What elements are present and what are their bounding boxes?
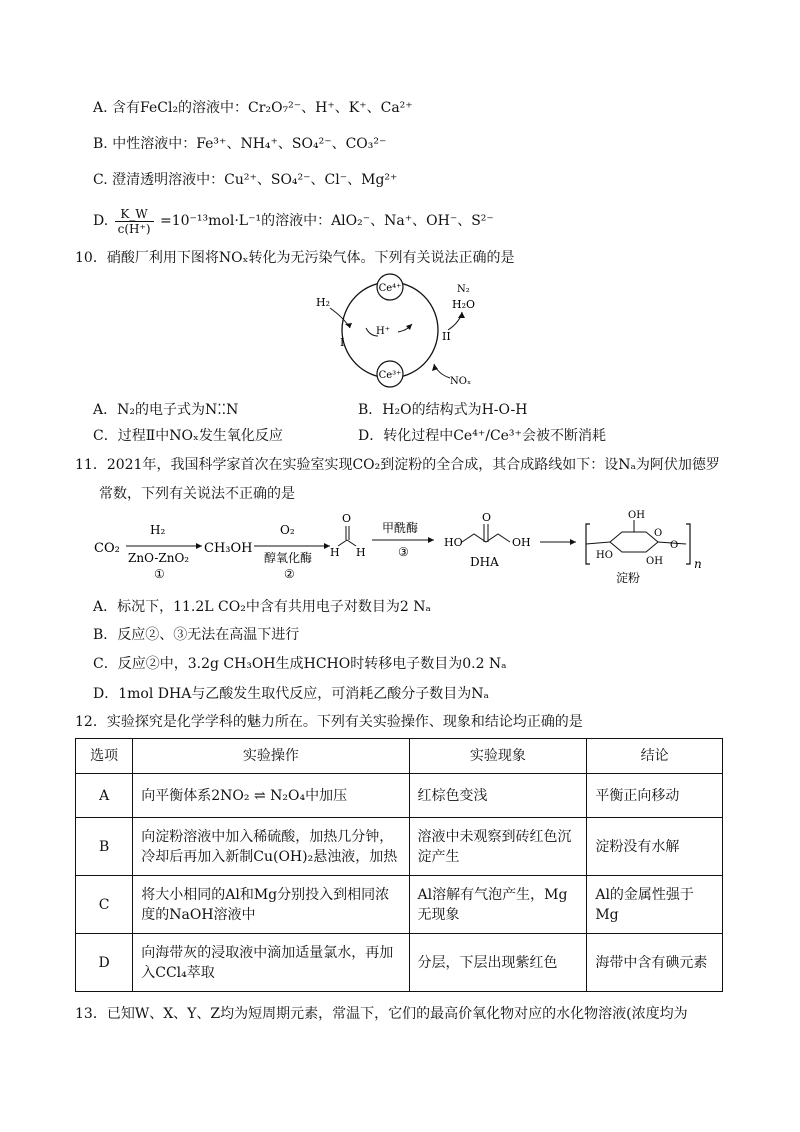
kw-fraction <box>115 207 154 236</box>
step-3-number: ③ <box>398 545 409 559</box>
q10-cycle-diagram <box>300 270 510 400</box>
q10-stem: 10．硝酸厂利用下图将NOₓ转化为无污染气体。下列有关说法正确的是 <box>75 250 515 266</box>
glycosidic-bond <box>586 542 610 544</box>
table-cell: C <box>76 876 133 934</box>
table-cell: 向平衡体系2NO₂ ⇌ N₂O₄中加压 <box>133 774 409 818</box>
enzyme-3: 甲酰酶 <box>382 521 419 535</box>
table-cell: B <box>76 818 133 876</box>
table-cell: 溶液中未观察到砖红色沉淀产生 <box>409 818 587 876</box>
table-cell: 将大小相同的Al和Mg分别投入到相同浓度的NaOH溶液中 <box>133 876 409 934</box>
q10-option-b: B．H₂O的结构式为H-O-H <box>358 402 528 418</box>
table-header-row <box>76 739 723 774</box>
q11-option-a: A．标况下，11.2L CO₂中含有共用电子对数目为2 Nₐ <box>93 599 431 615</box>
table-cell: 平衡正向移动 <box>587 774 723 818</box>
table-cell: A <box>76 774 133 818</box>
nox-label: NOₓ <box>450 376 472 387</box>
starch-oh-bottom: OH <box>646 556 663 567</box>
step1-label: I <box>340 336 345 349</box>
table-cell: Al的金属性强于Mg <box>587 876 723 934</box>
q11-option-b: B．反应②、③无法在高温下进行 <box>93 627 300 643</box>
table-cell: D <box>76 934 133 992</box>
arrowhead <box>345 323 352 328</box>
q11-option-c: C．反应②中，3.2g CH₃OH生成HCHO时转移电子数目为0.2 Nₐ <box>93 656 507 672</box>
step-1-number: ① <box>154 567 165 581</box>
h2-reagent: H₂ <box>150 523 166 537</box>
table-cell: 红棕色变浅 <box>409 774 587 818</box>
option-label: D. <box>93 213 109 229</box>
table-header: 实验现象 <box>409 739 587 774</box>
table-header: 实验操作 <box>133 739 409 774</box>
option-label: A. <box>93 100 108 116</box>
step-2-number: ② <box>284 567 295 581</box>
option-label: C. <box>93 172 108 188</box>
ch3oh-label: CH₃OH <box>204 541 253 556</box>
ch-bond <box>347 540 356 546</box>
starch-ho: HO <box>596 550 613 561</box>
table-cell: 淀粉没有水解 <box>587 818 723 876</box>
dha-label: DHA <box>470 555 499 569</box>
dha-oh: OH <box>512 536 531 549</box>
formaldehyde-h-right: H <box>356 546 366 559</box>
co2-label: CO₂ <box>94 541 120 556</box>
q9-option-a <box>93 98 413 118</box>
starch-oh-top: OH <box>628 510 645 521</box>
table-row <box>76 774 723 818</box>
product-arrow <box>448 312 462 330</box>
h2-label: H₂ <box>316 296 331 309</box>
table-cell: 向淀粉溶液中加入稀硫酸，加热几分钟，冷却后再加入新制Cu(OH)₂悬浊液，加热 <box>133 818 409 876</box>
n2-label: N₂ <box>457 284 470 295</box>
table-header: 结论 <box>587 739 723 774</box>
table-cell: Al溶解有气泡产生，Mg无现象 <box>409 876 587 934</box>
q11-synthesis-route <box>90 508 720 590</box>
q10-option-a: A．N₂的电子式为N⁚⁚N <box>93 402 239 418</box>
q10-option-c: C．过程Ⅱ中NOₓ发生氧化反应 <box>93 428 283 444</box>
option-label: B. <box>93 136 108 152</box>
ce3-label: Ce³⁺ <box>378 370 402 381</box>
dha-oxygen: O <box>482 511 492 524</box>
formaldehyde-h-left: H <box>330 546 340 559</box>
enzyme-2: 醇氧化酶 <box>264 551 313 565</box>
fraction-numerator: K_W <box>115 207 154 222</box>
polymer-n: n <box>694 557 702 571</box>
table-cell: 海带中含有碘元素 <box>587 934 723 992</box>
q9-option-c <box>93 170 397 190</box>
q11-option-d: D．1mol DHA与乙酸发生取代反应，可消耗乙酸分子数目为Nₐ <box>93 686 489 702</box>
formaldehyde-oxygen: O <box>342 512 352 525</box>
table-header: 选项 <box>76 739 133 774</box>
starch-link-o: O <box>670 540 679 551</box>
option-text: =10⁻¹³mol·L⁻¹的溶液中：AlO₂⁻、Na⁺、OH⁻、S²⁻ <box>159 213 494 229</box>
option-text: 含有FeCl₂的溶液中：Cr₂O₇²⁻、H⁺、K⁺、Ca²⁺ <box>112 100 413 116</box>
starch-label: 淀粉 <box>616 571 641 585</box>
ce4-label: Ce⁴⁺ <box>378 283 402 294</box>
arrowhead <box>570 539 576 545</box>
h2o-label: H₂O <box>452 298 476 311</box>
table-cell: 向海带灰的浸取液中滴加适量氯水，再加入CCl₄萃取 <box>133 934 409 992</box>
q12-stem: 12．实验探究是化学学科的魅力所在。下列有关实验操作、现象和结论均正确的是 <box>75 714 583 730</box>
bracket-right <box>686 524 690 564</box>
glucose-ring <box>610 532 658 552</box>
q13-stem: 13．已知W、X、Y、Z均为短周期元素，常温下，它们的最高价氧化物对应的水化物溶液(浓度均为 <box>75 1006 688 1022</box>
catalyst-1: ZnO-ZnO₂ <box>128 551 190 565</box>
option-text: 澄清透明溶液中：Cu²⁺、SO₄²⁻、Cl⁻、Mg²⁺ <box>112 172 398 188</box>
dha-chain <box>462 534 510 542</box>
q10-option-d: D．转化过程中Ce⁴⁺/Ce³⁺会被不断消耗 <box>358 428 606 444</box>
q11-stem-line1: 11．2021年，我国科学家首次在实验室实现CO₂到淀粉的全合成，其合成路线如下：设Nₐ为阿伏加德罗 <box>75 457 720 473</box>
table-row <box>76 818 723 876</box>
option-text: 中性溶液中：Fe³⁺、NH₄⁺、SO₄²⁻、CO₃²⁻ <box>112 136 387 152</box>
table-row <box>76 934 723 992</box>
o2-reagent: O₂ <box>280 523 295 537</box>
nox-arrow <box>434 364 450 378</box>
hplus-label: H⁺ <box>376 326 390 337</box>
arrowhead <box>458 312 465 318</box>
experiment-table <box>75 738 723 992</box>
arrowhead <box>428 537 434 543</box>
table-row <box>76 876 723 934</box>
arrowhead <box>196 543 202 549</box>
starch-ring-o: O <box>654 528 663 539</box>
q9-option-d <box>93 204 494 238</box>
fraction-denominator: c(H⁺) <box>117 221 151 236</box>
dha-ho: HO <box>444 536 463 549</box>
q9-option-b <box>93 134 386 154</box>
q11-stem-line2: 常数，下列有关说法不正确的是 <box>99 486 295 502</box>
step2-label: II <box>442 330 451 343</box>
table-cell: 分层，下层出现紫红色 <box>409 934 587 992</box>
